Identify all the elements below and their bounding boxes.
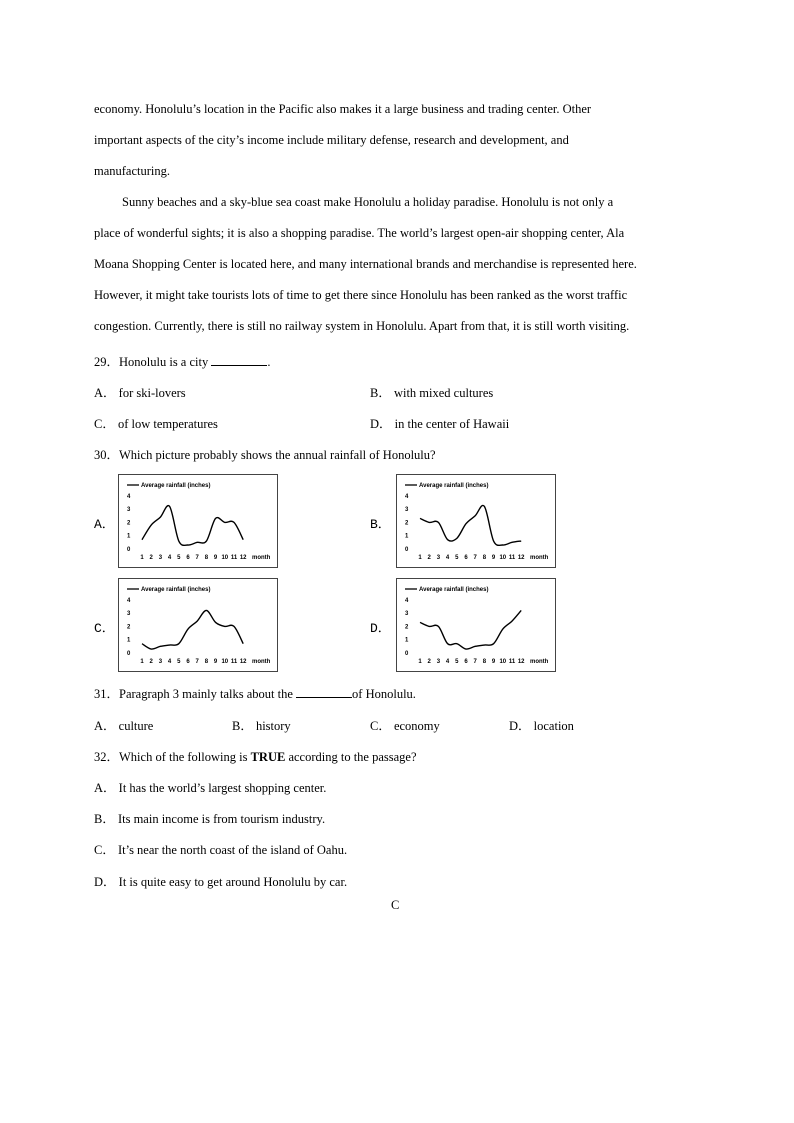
x-tick-label: 1: [418, 659, 422, 665]
x-tick-label: 9: [213, 555, 218, 561]
paragraph-line: congestion. Currently, there is still no railway system in Honolulu. Apart from that, it is still worth visiting.: [94, 319, 630, 333]
question-29: [94, 352, 270, 370]
x-tick-label: 5: [455, 659, 459, 665]
x-tick-label: 2: [149, 555, 153, 561]
answer-blank: [211, 355, 267, 366]
y-tick-label: 0: [127, 547, 131, 553]
x-tick-label: 6: [464, 555, 468, 561]
q32-option-d: D． It is quite easy to get around Honolulu by car.: [94, 875, 348, 889]
question-stem: 31．Paragraph 3 mainly talks about the: [94, 687, 297, 701]
x-tick-label: 8: [204, 555, 209, 561]
paragraph-line: important aspects of the city’s income include military defense, research and development, and: [94, 133, 569, 147]
rainfall-chart-a: [118, 474, 278, 568]
x-tick-label: 12: [517, 659, 525, 665]
q32-option-a: A． It has the world’s largest shopping center.: [94, 781, 327, 795]
chart-svg: [119, 475, 277, 567]
chart-svg: [119, 579, 277, 671]
x-tick-label: 2: [427, 555, 431, 561]
y-tick-label: 4: [127, 597, 131, 604]
y-tick-label: 1: [405, 533, 409, 540]
legend-label: Average rainfall (inches): [419, 587, 489, 593]
question-stem: 29．Honolulu is a city: [94, 355, 212, 369]
question-stem-end: .: [267, 355, 271, 369]
x-tick-label: 7: [473, 555, 477, 561]
x-tick-label: 3: [436, 659, 441, 665]
rainfall-line: [142, 506, 243, 546]
x-axis-label: month: [530, 659, 549, 665]
x-tick-label: 10: [221, 555, 229, 561]
legend-label: Average rainfall (inches): [141, 587, 211, 593]
q32-option-c: C． It’s near the north coast of the island of Oahu.: [94, 843, 348, 857]
x-tick-label: 12: [239, 659, 247, 665]
x-axis-label: month: [252, 659, 271, 665]
answer-blank: [296, 687, 352, 698]
x-tick-label: 9: [491, 555, 496, 561]
x-tick-label: 6: [186, 555, 190, 561]
x-tick-label: 7: [473, 659, 477, 665]
chart-svg: [397, 579, 555, 671]
rainfall-chart-c: [118, 578, 278, 672]
question-stem-end: of Honolulu.: [352, 687, 416, 701]
y-tick-label: 3: [127, 507, 131, 514]
y-tick-label: 0: [127, 651, 131, 657]
question-32: [94, 747, 417, 765]
y-tick-label: 3: [127, 611, 131, 618]
section-heading: C: [391, 898, 400, 912]
q29-option-c: C． of low temperatures: [94, 417, 218, 431]
q29-option-a: A． for ski-lovers: [94, 386, 186, 400]
x-tick-label: 4: [445, 659, 450, 665]
y-tick-label: 2: [405, 624, 409, 631]
y-tick-label: 0: [405, 547, 409, 553]
x-tick-label: 1: [140, 659, 144, 665]
question-stem-end: according to the passage?: [285, 750, 417, 764]
x-tick-label: 3: [158, 555, 163, 561]
y-tick-label: 3: [405, 611, 409, 618]
rainfall-line: [420, 610, 521, 649]
x-tick-label: 11: [230, 659, 238, 665]
x-tick-label: 5: [455, 555, 459, 561]
paragraph-line: economy. Honolulu’s location in the Pacific also makes it a large business and trading center. Other: [94, 102, 592, 116]
y-tick-label: 1: [127, 637, 131, 644]
y-tick-label: 4: [127, 493, 131, 500]
x-tick-label: 10: [221, 659, 229, 665]
y-tick-label: 0: [405, 651, 409, 657]
rainfall-chart-d: [396, 578, 556, 672]
x-tick-label: 6: [464, 659, 468, 665]
x-tick-label: 8: [482, 659, 487, 665]
paragraph-line: place of wonderful sights; it is also a shopping paradise. The world’s largest open-air shopping center, Ala: [94, 226, 625, 240]
paragraph-line: However, it might take tourists lots of time to get there since Honolulu has been ranked as the worst traffic: [94, 288, 628, 302]
legend-label: Average rainfall (inches): [419, 483, 489, 489]
y-tick-label: 4: [405, 597, 409, 604]
x-tick-label: 4: [445, 555, 450, 561]
y-tick-label: 1: [405, 637, 409, 644]
x-tick-label: 10: [499, 659, 507, 665]
x-tick-label: 1: [140, 555, 144, 561]
paragraph-line: Moana Shopping Center is located here, and many international brands and merchandise is represented here.: [94, 257, 637, 271]
x-tick-label: 8: [482, 555, 487, 561]
y-tick-label: 2: [405, 520, 409, 527]
x-tick-label: 11: [508, 659, 516, 665]
q31-option-b: B． history: [232, 719, 291, 733]
x-tick-label: 12: [517, 555, 525, 561]
chart-svg: [397, 475, 555, 567]
rainfall-line: [420, 505, 521, 545]
x-tick-label: 5: [177, 659, 181, 665]
q31-option-a: A． culture: [94, 719, 154, 733]
paragraph-line: manufacturing.: [94, 164, 171, 178]
x-tick-label: 4: [167, 555, 172, 561]
q29-option-d: D． in the center of Hawaii: [370, 417, 510, 431]
x-tick-label: 11: [230, 555, 238, 561]
x-tick-label: 7: [195, 555, 199, 561]
x-tick-label: 9: [213, 659, 218, 665]
paragraph-line: Sunny beaches and a sky-blue sea coast make Honolulu a holiday paradise. Honolulu is not only a: [122, 195, 614, 209]
q32-option-b: B． Its main income is from tourism industry.: [94, 812, 326, 826]
x-tick-label: 10: [499, 555, 507, 561]
x-tick-label: 9: [491, 659, 496, 665]
y-tick-label: 2: [127, 624, 131, 631]
question-stem: 32．Which of the following is: [94, 750, 251, 764]
q30-label-c: C．: [94, 621, 115, 636]
x-tick-label: 8: [204, 659, 209, 665]
x-tick-label: 7: [195, 659, 199, 665]
x-tick-label: 11: [508, 555, 516, 561]
x-tick-label: 5: [177, 555, 181, 561]
legend-label: Average rainfall (inches): [141, 483, 211, 489]
q29-option-b: B． with mixed cultures: [370, 386, 494, 400]
x-tick-label: 1: [418, 555, 422, 561]
x-tick-label: 3: [436, 555, 441, 561]
question-30: 30．Which picture probably shows the annual rainfall of Honolulu?: [94, 448, 436, 462]
x-tick-label: 4: [167, 659, 172, 665]
q30-label-b: B．: [370, 517, 391, 532]
x-tick-label: 3: [158, 659, 163, 665]
q31-option-c: C． economy: [370, 719, 440, 733]
y-tick-label: 3: [405, 507, 409, 514]
rainfall-chart-b: [396, 474, 556, 568]
x-tick-label: 2: [149, 659, 153, 665]
x-axis-label: month: [530, 555, 549, 561]
x-tick-label: 6: [186, 659, 190, 665]
x-tick-label: 2: [427, 659, 431, 665]
y-tick-label: 4: [405, 493, 409, 500]
q31-option-d: D． location: [509, 719, 574, 733]
y-tick-label: 1: [127, 533, 131, 540]
x-axis-label: month: [252, 555, 271, 561]
y-tick-label: 2: [127, 520, 131, 527]
question-31: [94, 684, 416, 702]
q30-label-a: A．: [94, 517, 115, 532]
rainfall-line: [142, 610, 243, 649]
x-tick-label: 12: [239, 555, 247, 561]
emphasis-text: TRUE: [250, 750, 286, 764]
q30-label-d: D．: [370, 621, 391, 636]
